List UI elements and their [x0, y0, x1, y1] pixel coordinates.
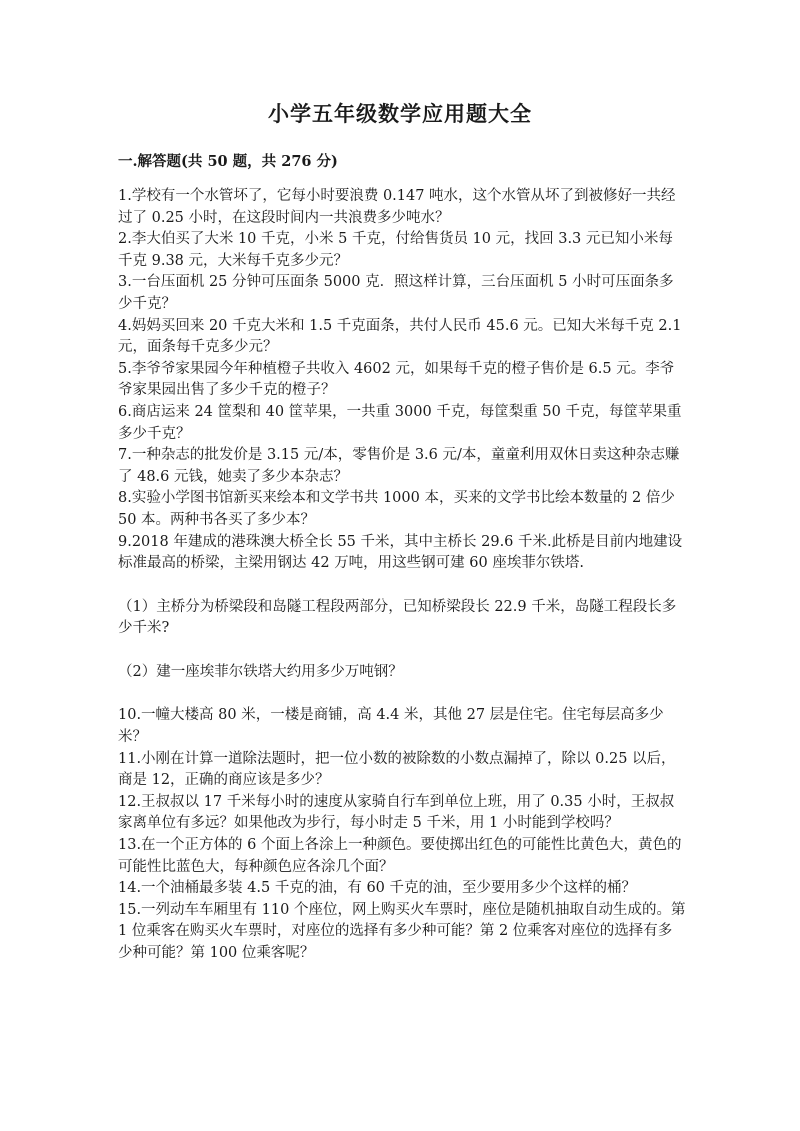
question-5: 5.李爷爷家果园今年种植橙子共收入 4602 元，如果每千克的橙子售价是 6.5 元。李爷爷家果园出售了多少千克的橙子？	[118, 360, 675, 399]
question-9-part-1: （1）主桥分为桥梁段和岛隧工程段两部分，已知桥梁段长 22.9 千米，岛隧工程段长多少千米?	[118, 598, 677, 637]
question-6: 6.商店运来 24 筐梨和 40 筐苹果，一共重 3000 千克，每筐梨重 50 千克，每筐苹果重多少千克？	[118, 403, 682, 442]
question-12: 12.王叔叔以 17 千米每小时的速度从家骑自行车到单位上班，用了 0.35 小时，王叔叔家离单位有多远？如果他改为步行，每小时走 5 千米，用 1 小时能到学校吗？	[118, 793, 675, 832]
question-14: 14.一个油桶最多装 4.5 千克的油，有 60 千克的油，至少要用多少个这样的桶？	[118, 880, 637, 897]
question-7: 7.一种杂志的批发价是 3.15 元/本，零售价是 3.6 元/本，童童利用双休日卖这种杂志赚了 48.6 元钱，她卖了多少本杂志？	[118, 447, 680, 485]
question-10: 10.一幢大楼高 80 米，一楼是商铺，高 4.4 米，其他 27 层是住宅。住宅每层高多少米？	[118, 707, 664, 746]
question-2: 2.李大伯买了大米 10 千克，小米 5 千克，付给售货员 10 元，找回 3.3 元已知小米每千克 9.38 元，大米每千克多少元？	[118, 231, 673, 269]
question-9-part-2: （2）建一座埃菲尔铁塔大约用多少万吨钢？	[118, 663, 403, 680]
question-13: 13.在一个正方体的 6 个面上各涂上一种颜色。要使掷出红色的可能性比黄色大，黄色的可能性比蓝色大，每种颜色应各涂几个面？	[118, 837, 682, 875]
section-heading: 一.解答题(共 50 题，共 276 分)	[118, 153, 338, 170]
question-4: 4.妈妈买回来 20 千克大米和 1.5 千克面条，共付人民币 45.6 元。已知大米每千克 2.1 元，面条每千克多少元？	[118, 317, 682, 356]
question-8: 8.实验小学图书馆新买来绘本和文学书共 1000 本，买来的文学书比绘本数量的 2 倍少 50 本。两种书各买了多少本？	[118, 490, 675, 528]
question-list	[118, 186, 686, 965]
page-title: 小学五年级数学应用题大全	[268, 101, 532, 126]
question-1: 1.学校有一个水管坏了，它每小时要浪费 0.147 吨水，这个水管从坏了到被修好一共经过了 0.25 小时，在这段时间内一共浪费多少吨水？	[118, 188, 676, 226]
question-11: 11.小刚在计算一道除法题时，把一位小数的被除数的小数点漏掉了，除以 0.25 以后，商是 12，正确的商应该是多少？	[118, 750, 676, 789]
question-15: 15.一列动车车厢里有 110 个座位，网上购买火车票时，座位是随机抽取自动生成的。第 1 位乘客在购买火车票时，对座位的选择有多少种可能？第 2 位乘客对座位的选择有多少种可能？第 100 位乘客呢？	[118, 901, 686, 961]
question-9: 9.2018 年建成的港珠澳大桥全长 55 千米，其中主桥长 29.6 千米.此桥是目前内地建设标准最高的桥梁，主梁用钢达 42 万吨，用这些钢可建 60 座埃菲尔铁塔.	[118, 533, 683, 572]
question-3: 3.一台压面机 25 分钟可压面条 5000 克．照这样计算，三台压面机 5 小时可压面条多少千克？	[118, 274, 674, 312]
